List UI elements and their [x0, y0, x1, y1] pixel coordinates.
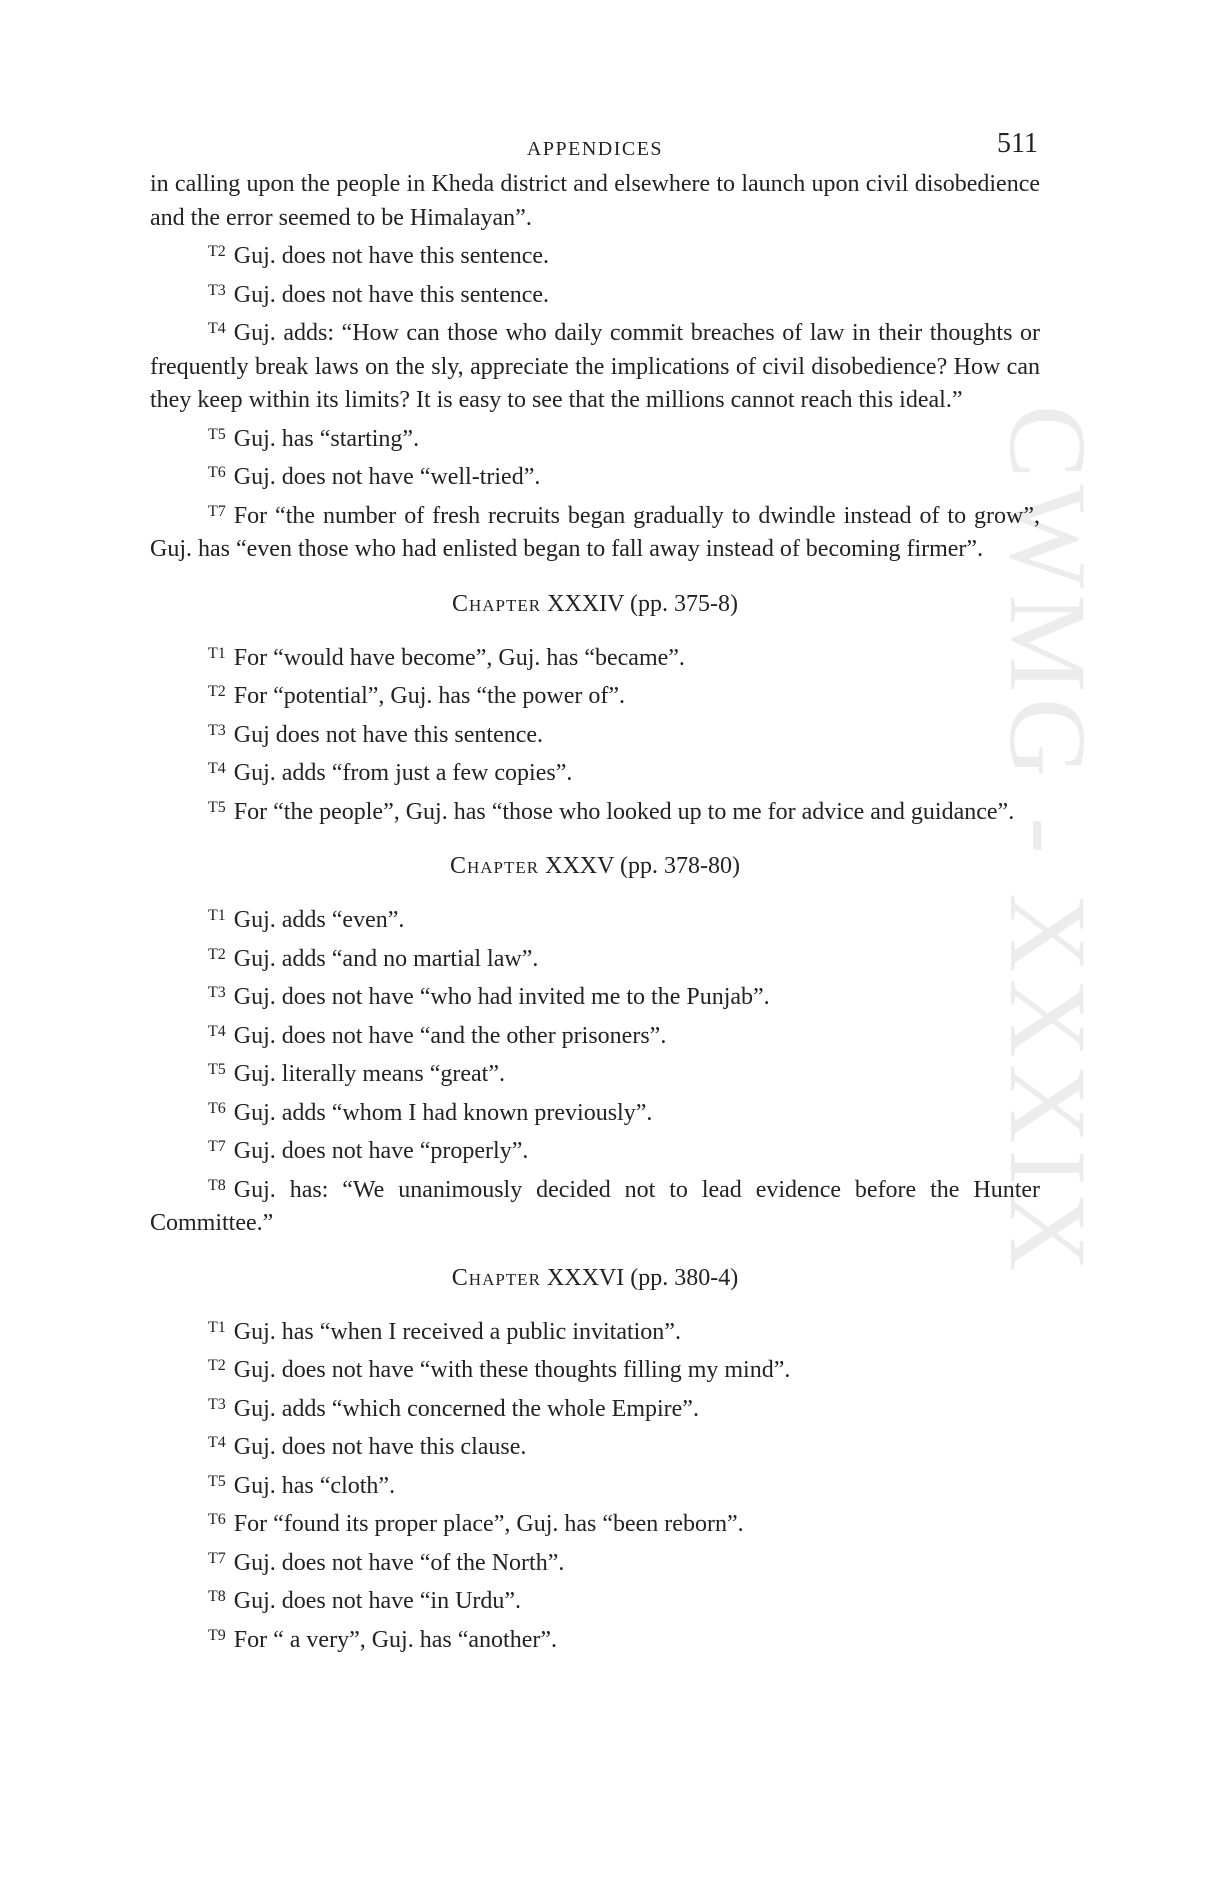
chapter-ref: XXXIV (pp. 375-8) [547, 590, 738, 617]
note [150, 495, 1040, 567]
note-text: Guj. does not have “and the other prisoners”. [233, 1022, 667, 1049]
note [150, 1619, 1040, 1658]
note-text: Guj. has “when I received a public invitation”. [233, 1318, 681, 1345]
note [150, 456, 1040, 495]
note-text: Guj. has: “We unanimously decided not to lead evidence before the Hunter Committee.” [150, 1176, 1040, 1236]
note-tag: T6 [208, 464, 226, 481]
note-tag: T7 [208, 1549, 226, 1567]
note-text: Guj. adds “whom I had known previously”. [233, 1099, 653, 1126]
note [150, 714, 1040, 753]
chapter-notes [150, 637, 1040, 830]
chapter-word: Chapter [450, 853, 540, 879]
note [150, 1092, 1040, 1131]
note-text: Guj. does not have this sentence. [233, 243, 550, 269]
chapter-heading [150, 851, 1040, 881]
chapter-ref: XXXV (pp. 378-80) [545, 853, 740, 879]
chapter-heading [150, 589, 1040, 619]
note-tag: T2 [208, 945, 226, 963]
note-text: Guj. does not have this sentence. [233, 281, 550, 308]
note-text: Guj. adds “and no martial law”. [233, 945, 539, 972]
note-tag: T5 [208, 1061, 226, 1078]
note-text: For “the people”, Guj. has “those who looked up to me for advice and guidance”. [233, 798, 1015, 825]
note-text: Guj. does not have “of the North”. [233, 1549, 565, 1576]
note-tag: T4 [208, 1022, 226, 1040]
note [150, 1465, 1040, 1504]
note-tag: T4 [208, 760, 226, 777]
note-text: Guj. does not have “properly”. [233, 1138, 529, 1164]
note-text: Guj. does not have “in Urdu”. [233, 1588, 522, 1614]
note [150, 312, 1040, 418]
note-text: Guj. literally means “great”. [233, 1061, 505, 1087]
note-text: For “potential”, Guj. has “the power of”. [233, 683, 625, 709]
note-tag: T1 [208, 1318, 226, 1336]
note [150, 1426, 1040, 1465]
chapter-ref: XXXVI (pp. 380-4) [546, 1264, 739, 1291]
note-text: Guj. adds: “How can those who daily commit breaches of law in their thoughts or frequently break laws on the sly, appreciate the implications of civil disobedience? How can they keep within its limits? It is easy to see that the millions cannot reach this ideal.” [150, 320, 1040, 413]
note-tag: T1 [208, 907, 226, 924]
note [150, 1388, 1040, 1427]
note [150, 637, 1040, 676]
page-header [150, 128, 1040, 168]
note-tag: T5 [208, 798, 226, 816]
running-head: APPENDICES [526, 138, 664, 160]
note-text: Guj. does not have this clause. [233, 1434, 527, 1460]
note [150, 1503, 1040, 1542]
note-text: For “the number of fresh recruits began gradually to dwindle instead of to grow”, Guj. has “even those who had enlisted began to fall away instead of becoming firmer”. [150, 502, 1040, 562]
note-text: Guj does not have this sentence. [233, 721, 544, 748]
note-tag: T3 [208, 281, 226, 299]
note [150, 1349, 1040, 1388]
note-text: Guj. has “cloth”. [233, 1472, 396, 1499]
note-text: Guj. adds “which concerned the whole Empire”. [233, 1395, 699, 1422]
note [150, 1130, 1040, 1169]
note [150, 675, 1040, 714]
note-tag: T6 [208, 1099, 226, 1117]
note-tag: T3 [208, 984, 226, 1001]
note-text: Guj. has “starting”. [233, 425, 420, 452]
note-tag: T1 [208, 644, 226, 662]
continuation-paragraph: in calling upon the people in Kheda district and elsewhere to launch upon civil disobedience and the error seemed to be Himalayan”. [150, 171, 1040, 231]
watermark-text: CWMG - XXXIX [987, 405, 1109, 1278]
note-tag: T5 [208, 425, 226, 443]
note [150, 274, 1040, 313]
note-tag: T8 [208, 1588, 226, 1605]
note-tag: T4 [208, 1434, 226, 1451]
note [150, 752, 1040, 791]
chapter-notes [150, 1311, 1040, 1658]
note-text: Guj. adds “from just a few copies”. [233, 760, 573, 786]
note [150, 1169, 1040, 1241]
note-text: Guj. does not have “who had invited me to the Punjab”. [233, 984, 770, 1010]
note [150, 976, 1040, 1015]
note-tag: T7 [208, 502, 226, 520]
chapter-notes [150, 899, 1040, 1241]
note [150, 1053, 1040, 1092]
note-tag: T2 [208, 683, 226, 700]
note [150, 899, 1040, 938]
chapter-word: Chapter [452, 590, 542, 617]
note-tag: T7 [208, 1138, 226, 1155]
note-text: For “ a very”, Guj. has “another”. [233, 1626, 557, 1653]
page-number: 511 [997, 128, 1038, 159]
note-text: Guj. does not have “well-tried”. [233, 464, 541, 490]
note-tag: T4 [208, 320, 226, 337]
note-text: Guj. adds “even”. [233, 907, 405, 933]
note-text: For “would have become”, Guj. has “became”. [233, 644, 685, 671]
note-tag: T3 [208, 1395, 226, 1413]
page [150, 128, 1040, 1657]
note-tag: T8 [208, 1176, 226, 1194]
note [150, 418, 1040, 457]
note-tag: T2 [208, 1357, 226, 1374]
note [150, 938, 1040, 977]
note-tag: T2 [208, 243, 226, 260]
note-tag: T5 [208, 1472, 226, 1490]
note [150, 1015, 1040, 1054]
note [150, 1311, 1040, 1350]
note [150, 1580, 1040, 1619]
note-text: Guj. does not have “with these thoughts filling my mind”. [233, 1357, 791, 1383]
chapter-heading [150, 1263, 1040, 1293]
note [150, 1542, 1040, 1581]
intro-notes [150, 235, 1040, 567]
note [150, 235, 1040, 274]
note-tag: T3 [208, 721, 226, 739]
note [150, 791, 1040, 830]
note-text: For “found its proper place”, Guj. has “been reborn”. [233, 1511, 744, 1537]
note-tag: T6 [208, 1511, 226, 1528]
note-tag: T9 [208, 1626, 226, 1644]
chapter-word: Chapter [451, 1264, 541, 1291]
